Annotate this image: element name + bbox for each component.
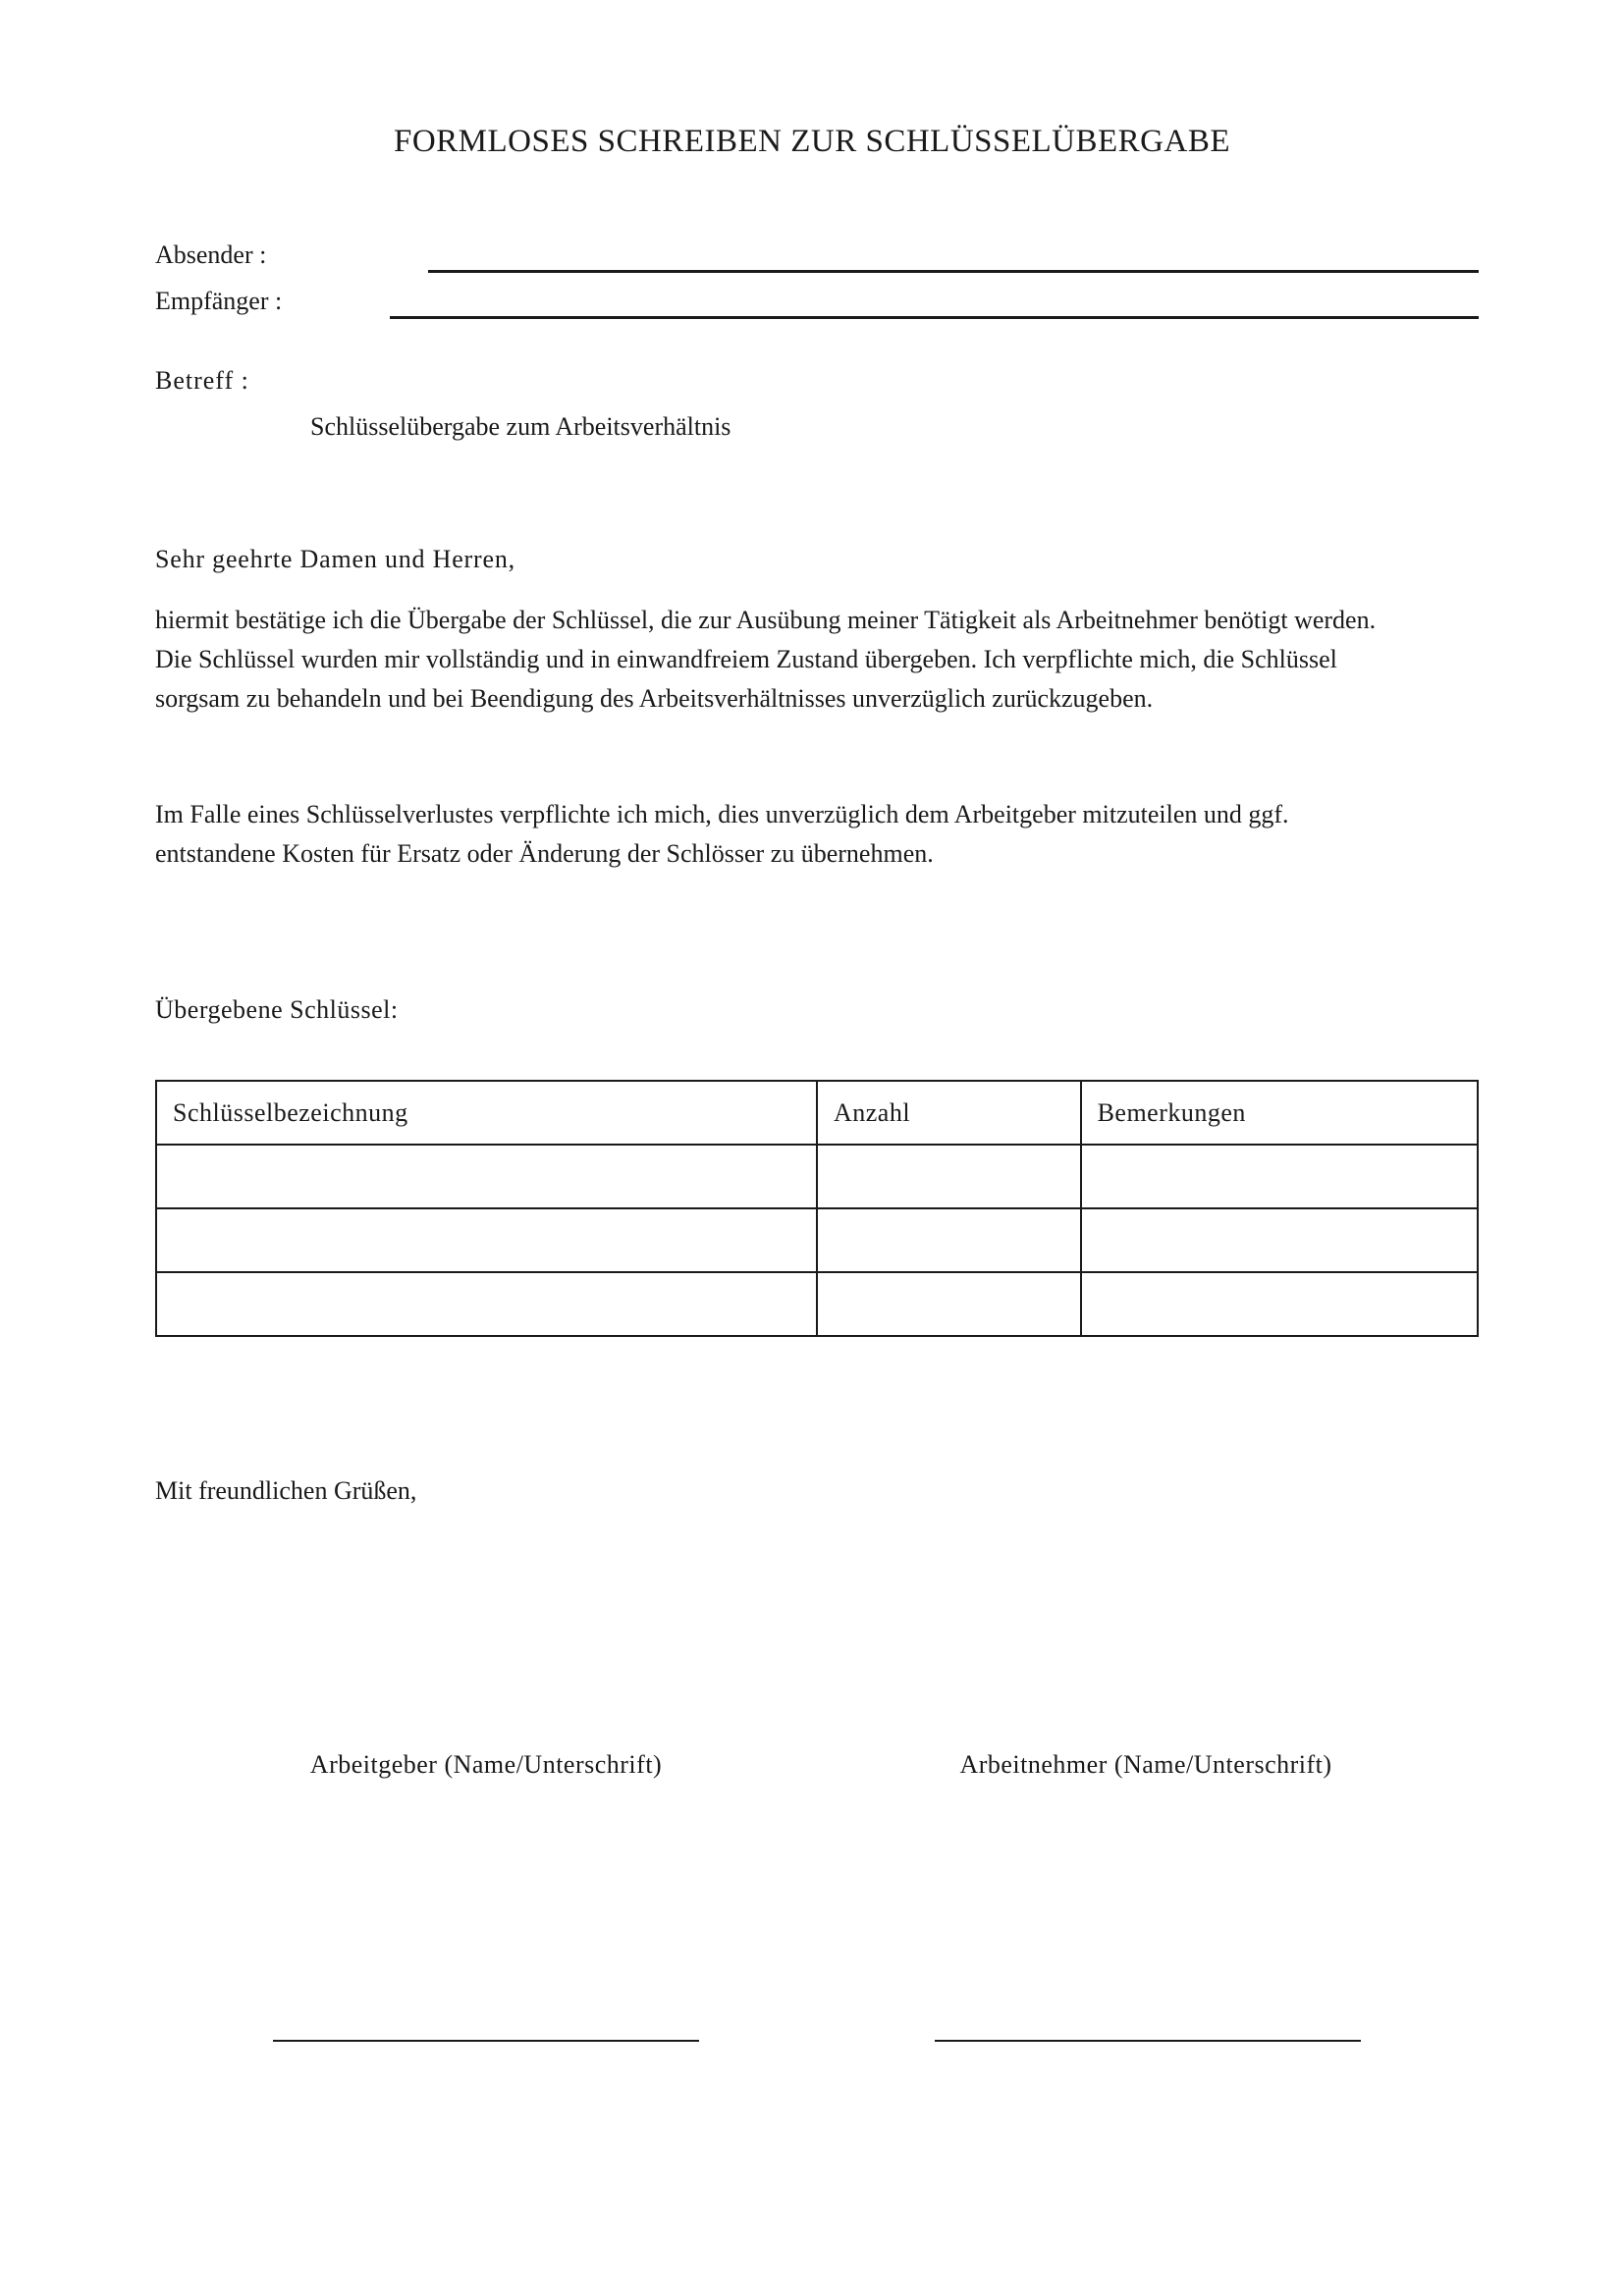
subject-label: Betreff :	[155, 366, 249, 395]
paragraph-1-line-2: Die Schlüssel wurden mir vollständig und in einwandfreiem Zustand übergeben. Ich verpflichte mich, die Schlüssel	[155, 645, 1337, 673]
table-cell[interactable]	[817, 1208, 1081, 1272]
salutation: Sehr geehrte Damen und Herren,	[155, 545, 515, 573]
table-cell[interactable]	[1081, 1272, 1478, 1336]
table-row	[156, 1208, 1478, 1272]
table-cell[interactable]	[156, 1145, 817, 1208]
employee-signature-label: Arbeitnehmer (Name/Unterschrift)	[959, 1750, 1332, 1779]
document-title: FORMLOSES SCHREIBEN ZUR SCHLÜSSELÜBERGABE	[393, 124, 1231, 159]
employer-signature-label: Arbeitgeber (Name/Unterschrift)	[309, 1750, 663, 1779]
table-header-row	[156, 1081, 1478, 1145]
recipient-line	[390, 316, 1479, 319]
table-cell[interactable]	[817, 1272, 1081, 1336]
closing: Mit freundlichen Grüßen,	[155, 1476, 417, 1505]
paragraph-1-line-1: hiermit bestätige ich die Übergabe der Schlüssel, die zur Ausübung meiner Tätigkeit als Arbeitnehmer benötigt werden.	[155, 606, 1377, 634]
table-cell[interactable]	[817, 1145, 1081, 1208]
table-row	[156, 1272, 1478, 1336]
subject-text: Schlüsselübergabe zum Arbeitsverhältnis	[310, 412, 731, 441]
paragraph-2-line-2: entstandene Kosten für Ersatz oder Änderung der Schlösser zu übernehmen.	[155, 839, 934, 868]
paragraph-2-line-1: Im Falle eines Schlüsselverlustes verpflichte ich mich, dies unverzüglich dem Arbeitgeber mitzuteilen und ggf.	[155, 800, 1289, 828]
employer-signature-line[interactable]	[273, 2040, 699, 2042]
table-cell[interactable]	[156, 1208, 817, 1272]
table-cell[interactable]	[1081, 1208, 1478, 1272]
sender-label: Absender :	[155, 240, 267, 269]
sender-line	[428, 270, 1479, 273]
table-cell[interactable]	[156, 1272, 817, 1336]
keys-table	[155, 1080, 1479, 1337]
recipient-label: Empfänger :	[155, 287, 283, 315]
table-row	[156, 1145, 1478, 1208]
header-remarks: Bemerkungen	[1081, 1081, 1478, 1145]
header-key-name: Schlüsselbezeichnung	[156, 1081, 817, 1145]
keys-heading: Übergebene Schlüssel:	[155, 995, 399, 1024]
paragraph-1-line-3: sorgsam zu behandeln und bei Beendigung des Arbeitsverhältnisses unverzüglich zurückzugeben.	[155, 684, 1154, 713]
header-quantity: Anzahl	[817, 1081, 1081, 1145]
table-cell[interactable]	[1081, 1145, 1478, 1208]
employee-signature-line[interactable]	[935, 2040, 1361, 2042]
